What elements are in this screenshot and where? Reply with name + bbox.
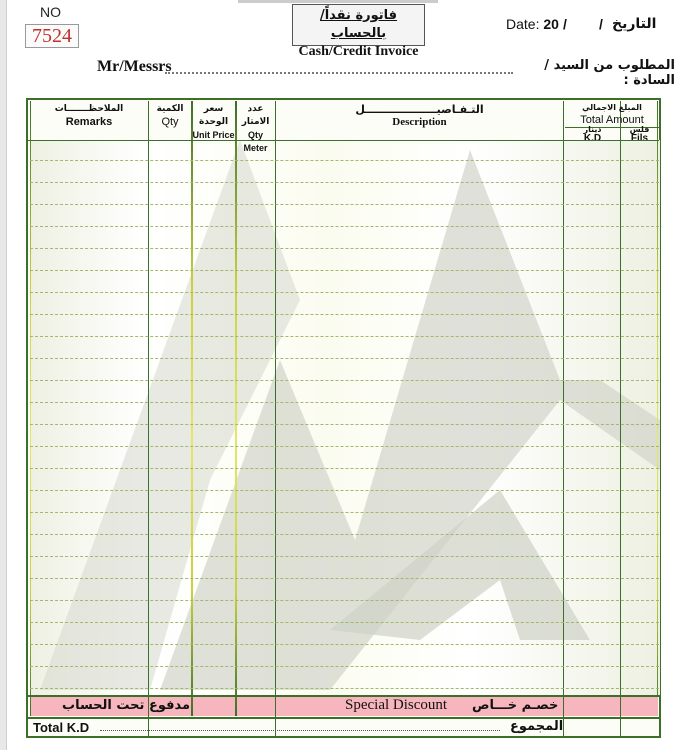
table-row[interactable] [30, 292, 659, 293]
table-row[interactable] [30, 556, 659, 557]
column-divider [148, 101, 149, 738]
total-label-en: Total K.D [33, 720, 90, 735]
total-label-ar: المجموع [510, 719, 564, 734]
table-row[interactable] [30, 468, 659, 469]
column-header-qty-meter: عدد الامتار Qty Meter [241, 104, 270, 153]
table-row[interactable] [30, 336, 659, 337]
column-divider [235, 101, 237, 716]
table-row[interactable] [30, 160, 659, 161]
date-year: 20 [543, 16, 559, 32]
table-row[interactable] [30, 402, 659, 403]
date-separator: / [599, 16, 603, 32]
special-discount-label-ar: خصـم خـــاص [472, 698, 559, 713]
invoice-number-label: NO [40, 4, 61, 20]
column-header-remarks: الملاحظـــــــات Remarks [54, 104, 124, 128]
column-header-qty: الكمية Qty [156, 104, 184, 128]
discount-kd-cell[interactable] [564, 697, 620, 716]
column-header-fils: فلس Fils [629, 125, 650, 144]
invoice-number: 7524 [25, 24, 79, 48]
table-row[interactable] [30, 534, 659, 535]
invoice-title-en: Cash/Credit Invoice [298, 44, 419, 59]
table-row[interactable] [30, 622, 659, 623]
total-amount-words-field[interactable] [100, 730, 500, 731]
column-divider [30, 101, 31, 716]
table-row[interactable] [30, 314, 659, 315]
customer-label-en: Mr/Messrs [97, 58, 172, 75]
header-divider [28, 140, 659, 141]
footer-cell [193, 697, 235, 716]
column-header-total: المبلغ الاجمالي Total Amount [565, 101, 659, 128]
table-row[interactable] [30, 446, 659, 447]
customer-label-ar: المطلوب من السيد / السادة : [544, 58, 675, 88]
table-row[interactable] [30, 248, 659, 249]
footer-cell [237, 697, 275, 716]
total-fils-cell[interactable] [621, 719, 658, 736]
column-divider [275, 101, 276, 738]
column-divider [191, 101, 193, 716]
column-header-kd: دينار K.D [583, 125, 602, 144]
table-row[interactable] [30, 666, 659, 667]
table-row[interactable] [30, 204, 659, 205]
table-row[interactable] [30, 182, 659, 183]
discount-fils-cell[interactable] [621, 697, 658, 716]
column-header-description: التـفـاصيـــــــــــــــــــل Description [355, 103, 484, 128]
table-row[interactable] [30, 688, 659, 689]
column-divider [563, 101, 564, 738]
table-row[interactable] [30, 600, 659, 601]
table-row[interactable] [30, 644, 659, 645]
special-discount-label-en: Special Discount [345, 697, 448, 713]
paid-on-account-label: مدفوع تحت الحساب [62, 698, 191, 713]
date-label-en: Date: 20 [506, 16, 559, 32]
column-divider [657, 101, 658, 716]
total-kd-cell[interactable] [564, 719, 620, 736]
table-row[interactable] [30, 358, 659, 359]
table-row[interactable] [30, 490, 659, 491]
date-separator: / [563, 16, 567, 32]
table-row[interactable] [30, 226, 659, 227]
table-row[interactable] [30, 578, 659, 579]
table-row[interactable] [30, 424, 659, 425]
table-row[interactable] [30, 512, 659, 513]
date-label-ar: التاريخ [612, 16, 657, 32]
column-header-unit-price: سعر الوحدة Unit Price [192, 104, 235, 140]
table-row[interactable] [30, 380, 659, 381]
invoice-title-ar: فاتورة نقداً/بالحساب [319, 8, 398, 41]
table-row[interactable] [30, 270, 659, 271]
column-divider [620, 101, 621, 738]
